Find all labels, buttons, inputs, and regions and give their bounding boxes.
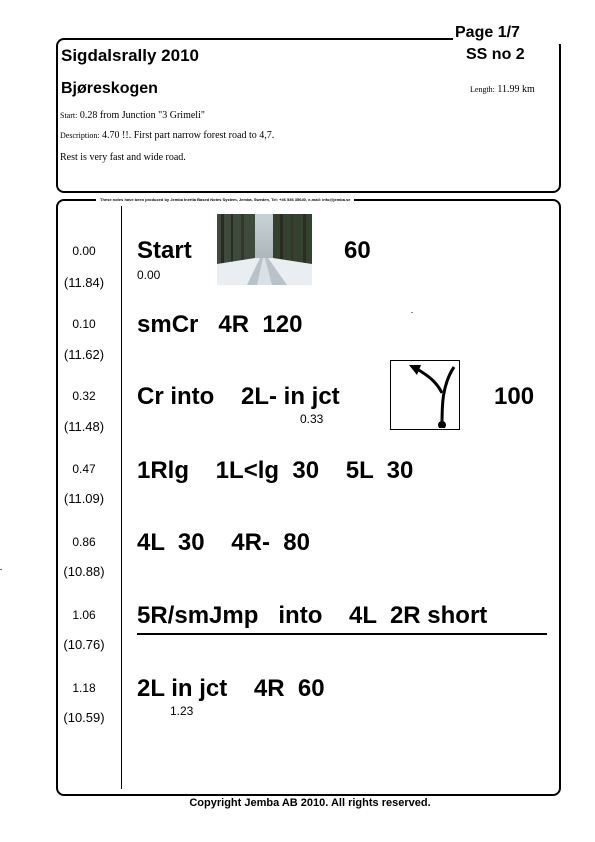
- note-remaining: (10.76): [63, 637, 105, 652]
- start-value: 0.28 from Junction "3 Grimeli": [79, 110, 205, 121]
- length-value: 11.99 km: [497, 84, 535, 95]
- note-speed: 60: [344, 237, 371, 264]
- note-remaining: (10.59): [63, 710, 105, 725]
- note-text: 2L in jct 4R 60: [137, 675, 325, 702]
- note-distance: 0.00: [72, 244, 96, 258]
- note-speed: 100: [494, 383, 535, 410]
- note-text: 1Rlg 1L<lg 30 5L 30: [137, 457, 414, 484]
- stage-number: SS no 2: [466, 46, 525, 63]
- description-line: [60, 130, 274, 141]
- notes-box: [56, 199, 561, 796]
- note-text: Cr into 2L- in jct: [137, 383, 340, 410]
- note-remaining: (10.88): [63, 564, 105, 579]
- note-sub-distance: 0.33: [300, 412, 324, 426]
- copyright-footer: Copyright Jemba AB 2010. All rights reserved.: [189, 797, 431, 809]
- note-sub-distance: 1.23: [170, 704, 194, 718]
- note-distance: 0.47: [72, 462, 96, 476]
- note-remaining: (11.62): [63, 347, 105, 362]
- note-text: smCr 4R 120: [137, 311, 303, 338]
- stray-dot: [0, 569, 2, 570]
- note-distance: 1.06: [72, 608, 96, 622]
- note-text: 4L 30 4R- 80: [137, 529, 310, 556]
- description-line-2: Rest is very fast and wide road.: [60, 152, 186, 163]
- note-distance: 0.86: [72, 535, 96, 549]
- note-text: 5R/smJmp into 4L 2R short: [137, 602, 547, 635]
- start-line: [60, 110, 205, 121]
- note-distance: 1.18: [72, 681, 96, 695]
- note-remaining: (11.48): [63, 419, 105, 434]
- stage-length: [470, 84, 535, 95]
- snowy-forest-road-photo-icon: [217, 214, 312, 285]
- note-remaining: (11.84): [63, 275, 105, 290]
- description-value: 4.70 !!. First part narrow forest road to 4,7.: [102, 130, 275, 141]
- column-divider: [121, 206, 122, 789]
- event-title: Sigdalsrally 2010: [61, 46, 199, 65]
- note-distance: 0.10: [72, 317, 96, 331]
- stray-dot: [411, 312, 413, 313]
- note-text: Start: [137, 237, 192, 264]
- note-distance: 0.32: [72, 389, 96, 403]
- note-sub-distance: 0.00: [137, 268, 161, 282]
- start-label: Start:: [60, 111, 78, 120]
- description-label: Description:: [60, 131, 100, 140]
- producer-text: These notes have been produced by Jemba Inertia Based Notes System, Jemba, Sweden, Tel: +46 536 35640, e-mail: info@jemba.se: [96, 197, 354, 202]
- junction-left-fork-icon: [390, 360, 460, 430]
- note-remaining: (11.09): [63, 491, 105, 506]
- length-label: Length:: [470, 85, 495, 94]
- page-number: Page 1/7: [455, 24, 520, 41]
- stage-name: Bjøreskogen: [61, 80, 158, 97]
